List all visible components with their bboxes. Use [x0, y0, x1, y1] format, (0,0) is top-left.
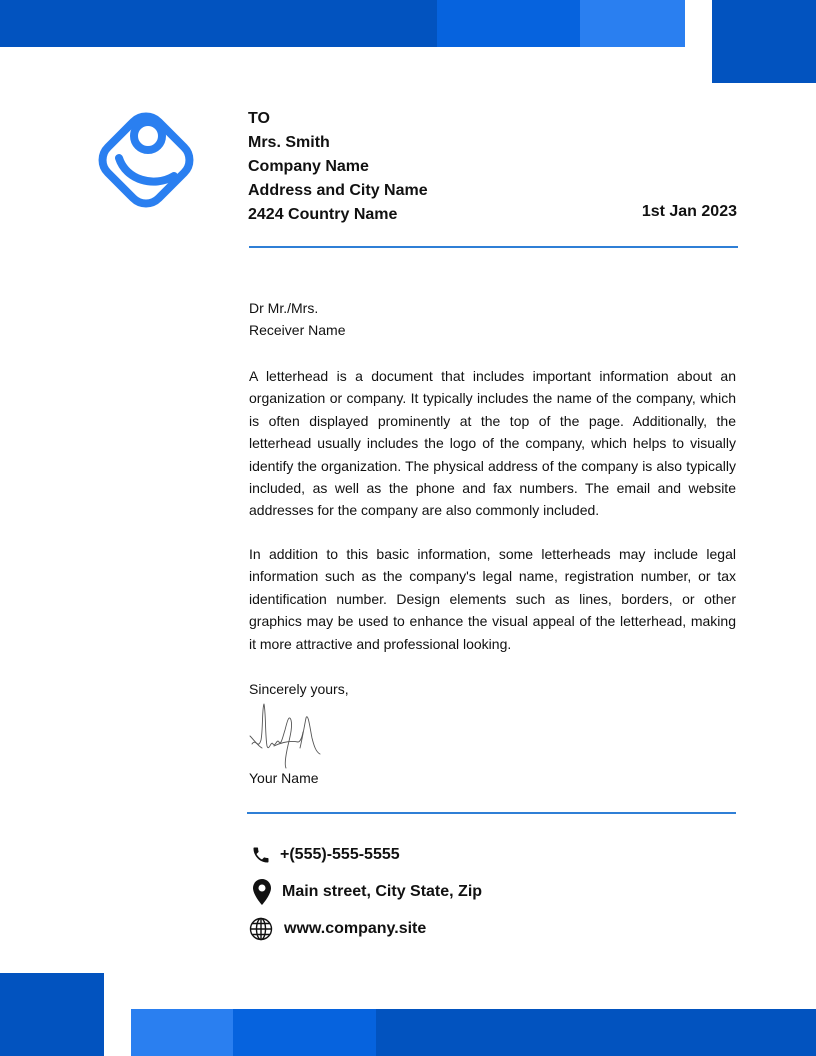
- phone-number[interactable]: +(555)-555-5555: [280, 846, 400, 863]
- header-divider: [249, 246, 738, 248]
- contact-address: [252, 878, 482, 906]
- website-link[interactable]: www.company.site: [284, 920, 427, 937]
- street-address: Main street, City State, Zip: [282, 883, 483, 900]
- signer-name: Your Name: [249, 770, 319, 786]
- recipient-country: 2424 Country Name: [248, 206, 398, 223]
- phone-icon: [250, 844, 272, 866]
- contact-website: [248, 916, 426, 942]
- recipient-address: Address and City Name: [248, 182, 428, 199]
- company-logo-icon: [92, 106, 200, 214]
- bottom-bar-dark: [376, 1009, 816, 1056]
- recipient-name: Mrs. Smith: [248, 134, 330, 151]
- top-right-block: [712, 0, 816, 83]
- contact-phone: [250, 843, 400, 867]
- top-bar-mid: [437, 0, 580, 47]
- top-bar-light: [580, 0, 685, 47]
- bottom-bar-light: [131, 1009, 233, 1056]
- salutation-line-1: Dr Mr./Mrs.: [249, 300, 319, 316]
- salutation-line-2: Receiver Name: [249, 322, 346, 338]
- body-paragraph-1: A letterhead is a document that includes important information about an organization or company. It typically includes the name of the company, which is often displayed prominently at the top of the page. Additionally, the letterhead usually includes the logo of the company, which helps to visually identify the organization. The physical address of the company is also typically included, as well as the phone and fax numbers. The email and website addresses for the company are also commonly included.: [249, 368, 736, 519]
- letter-date: 1st Jan 2023: [641, 203, 737, 220]
- globe-icon: [248, 916, 274, 942]
- recipient-company: Company Name: [248, 158, 369, 175]
- closing: Sincerely yours,: [249, 681, 349, 697]
- recipient-block: [248, 107, 428, 227]
- signature-image: [248, 700, 326, 770]
- footer-divider: [247, 812, 736, 814]
- bottom-left-block: [0, 973, 104, 1056]
- bottom-bar-mid: [233, 1009, 376, 1056]
- to-heading: TO: [248, 110, 270, 127]
- body-paragraph-2: In addition to this basic information, some letterheads may include legal information such as the company's legal name, registration number, or tax identification number. Design elements such as lines, borders, or other graphics may be used to enhance the visual appeal of the letterhead, making it more attractive and professional looking.: [249, 546, 736, 652]
- top-bar-dark: [0, 0, 437, 47]
- salutation: [249, 297, 345, 341]
- location-pin-icon: [252, 879, 272, 905]
